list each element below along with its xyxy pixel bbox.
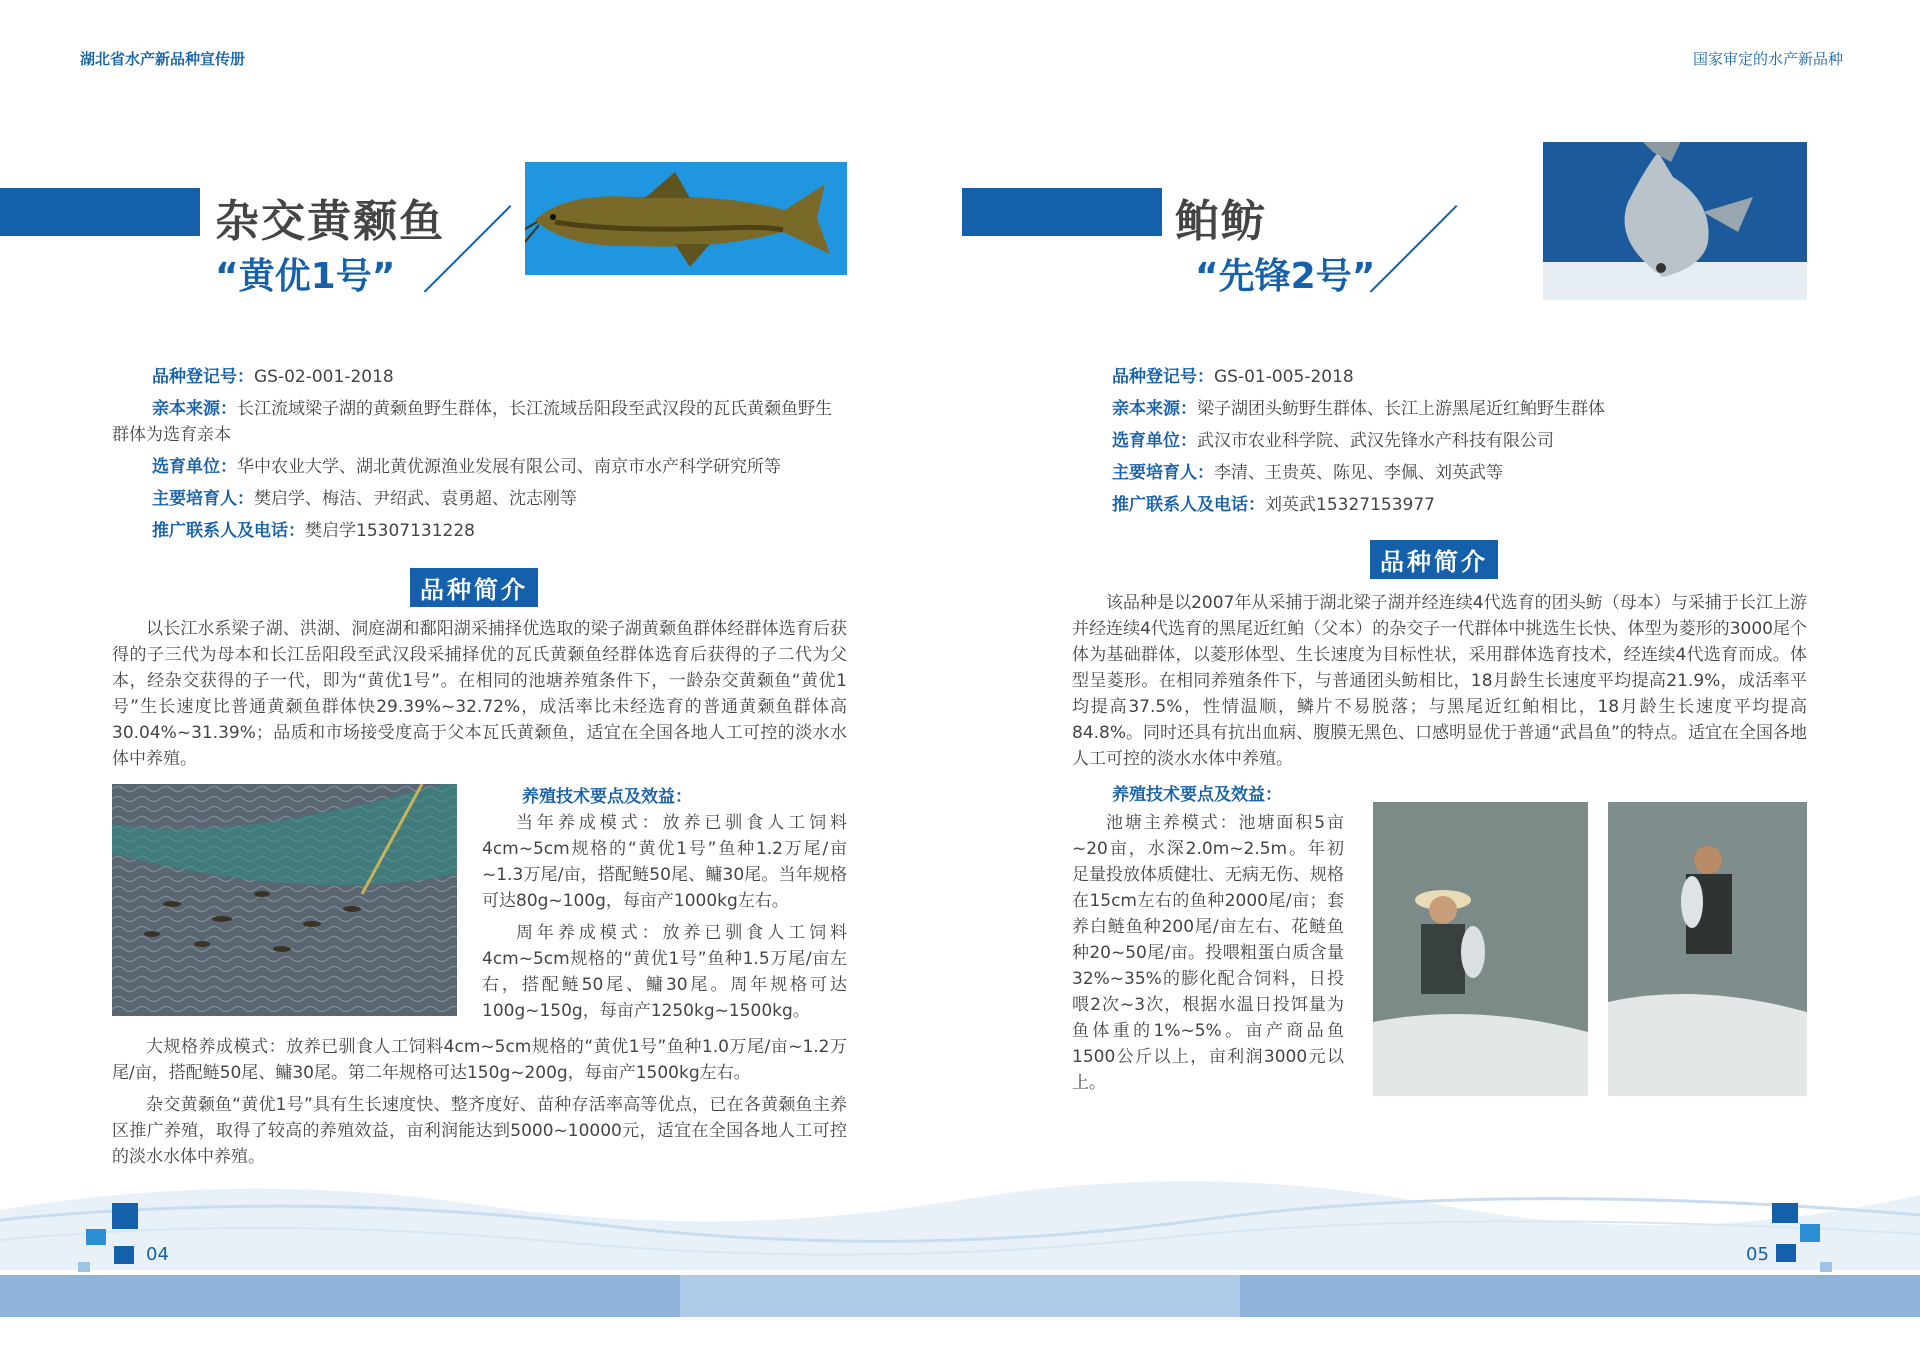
title-bar-right bbox=[962, 188, 1162, 236]
title-slash-right bbox=[1370, 205, 1458, 293]
title-bar-left bbox=[0, 188, 200, 236]
tech-text: 杂交黄颡鱼“黄优1号”具有生长速度快、整齐度好、苗种存活率高等优点，已在各黄颡鱼主养区推广养殖，取得了较高的养殖效益，亩利润能达到5000~10000元，适宜在全国各地人工可控的淡水水体中养殖。 bbox=[112, 1095, 847, 1167]
decor-square bbox=[1800, 1224, 1820, 1242]
info-contact-right bbox=[1112, 492, 1812, 518]
page-title-right: 鲌鲂 bbox=[1175, 196, 1267, 247]
info-contact-left bbox=[152, 518, 852, 544]
decor-square bbox=[112, 1203, 138, 1229]
info-label: 推广联系人及电话： bbox=[1112, 495, 1265, 515]
info-value: GS-02-001-2018 bbox=[254, 367, 394, 387]
tech-paragraph-2-left bbox=[482, 920, 847, 1024]
info-value: 武汉市农业科学院、武汉先锋水产科技有限公司 bbox=[1197, 431, 1554, 451]
info-breeders-right bbox=[1112, 460, 1812, 486]
info-label: 主要培育人： bbox=[1112, 463, 1214, 483]
info-value: 长江流域梁子湖的黄颡鱼野生群体，长江流域岳阳段至武汉段的瓦氏黄颡鱼野生群体为选育亲本 bbox=[112, 399, 832, 445]
tech-text: 当年养成模式：放养已驯食人工饲料4cm~5cm规格的“黄优1号”鱼种1.2万尾/亩~1.3万尾/亩，搭配鲢50尾、鳙30尾。当年规格可达80g~100g，每亩产1000kg左右。 bbox=[482, 813, 847, 911]
decor-square bbox=[1776, 1244, 1796, 1262]
section-title-right: 品种简介 bbox=[1370, 540, 1498, 579]
info-value: 樊启学15307131228 bbox=[305, 521, 475, 541]
info-breeding-unit-left bbox=[152, 454, 852, 480]
fish-net-photo bbox=[112, 784, 457, 1016]
info-value: 华中农业大学、湖北黄优源渔业发展有限公司、南京市水产科学研究所等 bbox=[237, 457, 781, 477]
info-breeding-unit-right bbox=[1112, 428, 1812, 454]
page-number-right: 05 bbox=[1746, 1244, 1769, 1265]
fisherman-photo bbox=[1373, 802, 1588, 1096]
info-label: 亲本来源： bbox=[1112, 399, 1197, 419]
info-value: 李清、王贵英、陈见、李佩、刘英武等 bbox=[1214, 463, 1503, 483]
catfish-photo bbox=[525, 162, 847, 275]
info-label: 品种登记号： bbox=[152, 367, 254, 387]
info-value: GS-01-005-2018 bbox=[1214, 367, 1354, 387]
page-subtitle-right: “先锋2号” bbox=[1195, 256, 1376, 297]
info-label: 主要培育人： bbox=[152, 489, 254, 509]
footer-band bbox=[680, 1275, 1240, 1317]
info-label: 推广联系人及电话： bbox=[152, 521, 305, 541]
tech-paragraph-1-left bbox=[482, 810, 847, 914]
decor-square bbox=[86, 1229, 106, 1245]
info-value: 樊启学、梅洁、尹绍武、袁勇超、沈志刚等 bbox=[254, 489, 577, 509]
running-header-right: 国家审定的水产新品种 bbox=[1692, 50, 1843, 68]
intro-paragraph-right bbox=[1072, 590, 1807, 772]
info-breeders-left bbox=[152, 486, 852, 512]
page-number-left: 04 bbox=[146, 1244, 169, 1265]
decor-square bbox=[1820, 1262, 1832, 1272]
tech-paragraph-3-left bbox=[112, 1034, 847, 1086]
info-registration-right bbox=[1112, 364, 1812, 390]
tech-paragraph-1-right bbox=[1072, 810, 1344, 1096]
footer-band bbox=[0, 1275, 680, 1317]
info-label: 选育单位： bbox=[152, 457, 237, 477]
tech-text: 池塘主养模式：池塘面积5亩~20亩，水深2.0m~2.5m。年初足量投放体质健壮、无病无伤、规格在15cm左右的鱼种2000尾/亩；套养白鲢鱼种200尾/亩左右、花鲢鱼种20~50尾/亩。投喂粗蛋白质含量32%~35%的膨化配合饲料，日投喂2次~3次，根据水温日投饵量为鱼体重的1%~5%。亩产商品鱼1500公斤以上，亩利润3000元以上。 bbox=[1072, 813, 1344, 1093]
info-value: 刘英武15327153977 bbox=[1265, 495, 1435, 515]
tech-text: 大规格养成模式：放养已驯食人工饲料4cm~5cm规格的“黄优1号”鱼种1.0万尾/亩~1.2万尾/亩，搭配鲢50尾、鳙30尾。第二年规格可达150g~200g，每亩产1500kg左右。 bbox=[112, 1037, 847, 1083]
info-registration-left bbox=[152, 364, 852, 390]
tech-title-right: 养殖技术要点及效益： bbox=[1112, 785, 1282, 805]
running-header-left: 湖北省水产新品种宣传册 bbox=[80, 50, 246, 68]
intro-text: 该品种是以2007年从采捕于湖北梁子湖并经连续4代选育的团头鲂（母本）与采捕于长江上游并经连续4代选育的黑尾近红鲌（父本）的杂交子一代群体中挑选生长快、体型为菱形的3000尾个体为基础群体，以菱形体型、生长速度为目标性状，采用群体选育技术，经连续4代选育而成。体型呈菱形。在相同养殖条件下，与普通团头鲂相比，18月龄生长速度平均提高21.9%，成活率平均提高37.5%，性情温顺，鳞片不易脱落；与黑尾近红鲌相比，18月龄生长速度平均提高84.8%。同时还具有抗出血病、腹膜无黑色、口感明显优于普通“武昌鱼”的特点。适宜在全国各地人工可控的淡水水体中养殖。 bbox=[1072, 593, 1807, 769]
info-parent-source-right bbox=[1112, 396, 1812, 422]
page-subtitle-left: “黄优1号” bbox=[215, 256, 396, 297]
fisherman-photo bbox=[1608, 802, 1807, 1096]
intro-text: 以长江水系梁子湖、洪湖、洞庭湖和鄱阳湖采捕择优选取的梁子湖黄颡鱼群体经群体选育后获得的子三代为母本和长江岳阳段至武汉段采捕择优的瓦氏黄颡鱼经群体选育后获得的子二代为父本，经杂交获得的子一代，即为“黄优1号”。在相同的池塘养殖条件下，一龄杂交黄颡鱼“黄优1号”生长速度比普通黄颡鱼群体快29.39%~32.72%，成活率比未经选育的普通黄颡鱼群体高30.04%~31.39%；品质和市场接受度高于父本瓦氏黄颡鱼，适宜在全国各地人工可控的淡水水体中养殖。 bbox=[112, 619, 847, 769]
info-parent-source-left bbox=[112, 396, 847, 448]
info-label: 品种登记号： bbox=[1112, 367, 1214, 387]
page-title-left: 杂交黄颡鱼 bbox=[215, 196, 445, 247]
info-value: 梁子湖团头鲂野生群体、长江上游黑尾近红鲌野生群体 bbox=[1197, 399, 1605, 419]
tech-title-left: 养殖技术要点及效益： bbox=[522, 787, 692, 807]
bream-photo bbox=[1543, 142, 1807, 300]
footer-band bbox=[1240, 1275, 1920, 1317]
decor-square bbox=[114, 1246, 134, 1264]
section-title-left: 品种简介 bbox=[410, 568, 538, 607]
water-wave-decoration bbox=[0, 1150, 1920, 1270]
intro-paragraph-left bbox=[112, 616, 847, 772]
decor-square bbox=[1772, 1203, 1798, 1223]
info-label: 选育单位： bbox=[1112, 431, 1197, 451]
info-label: 亲本来源： bbox=[152, 399, 237, 419]
tech-text: 周年养成模式：放养已驯食人工饲料4cm~5cm规格的“黄优1号”鱼种1.5万尾/亩左右，搭配鲢50尾、鳙30尾。周年规格可达100g~150g，每亩产1250kg~1500kg。 bbox=[482, 923, 847, 1021]
decor-square bbox=[78, 1262, 90, 1272]
